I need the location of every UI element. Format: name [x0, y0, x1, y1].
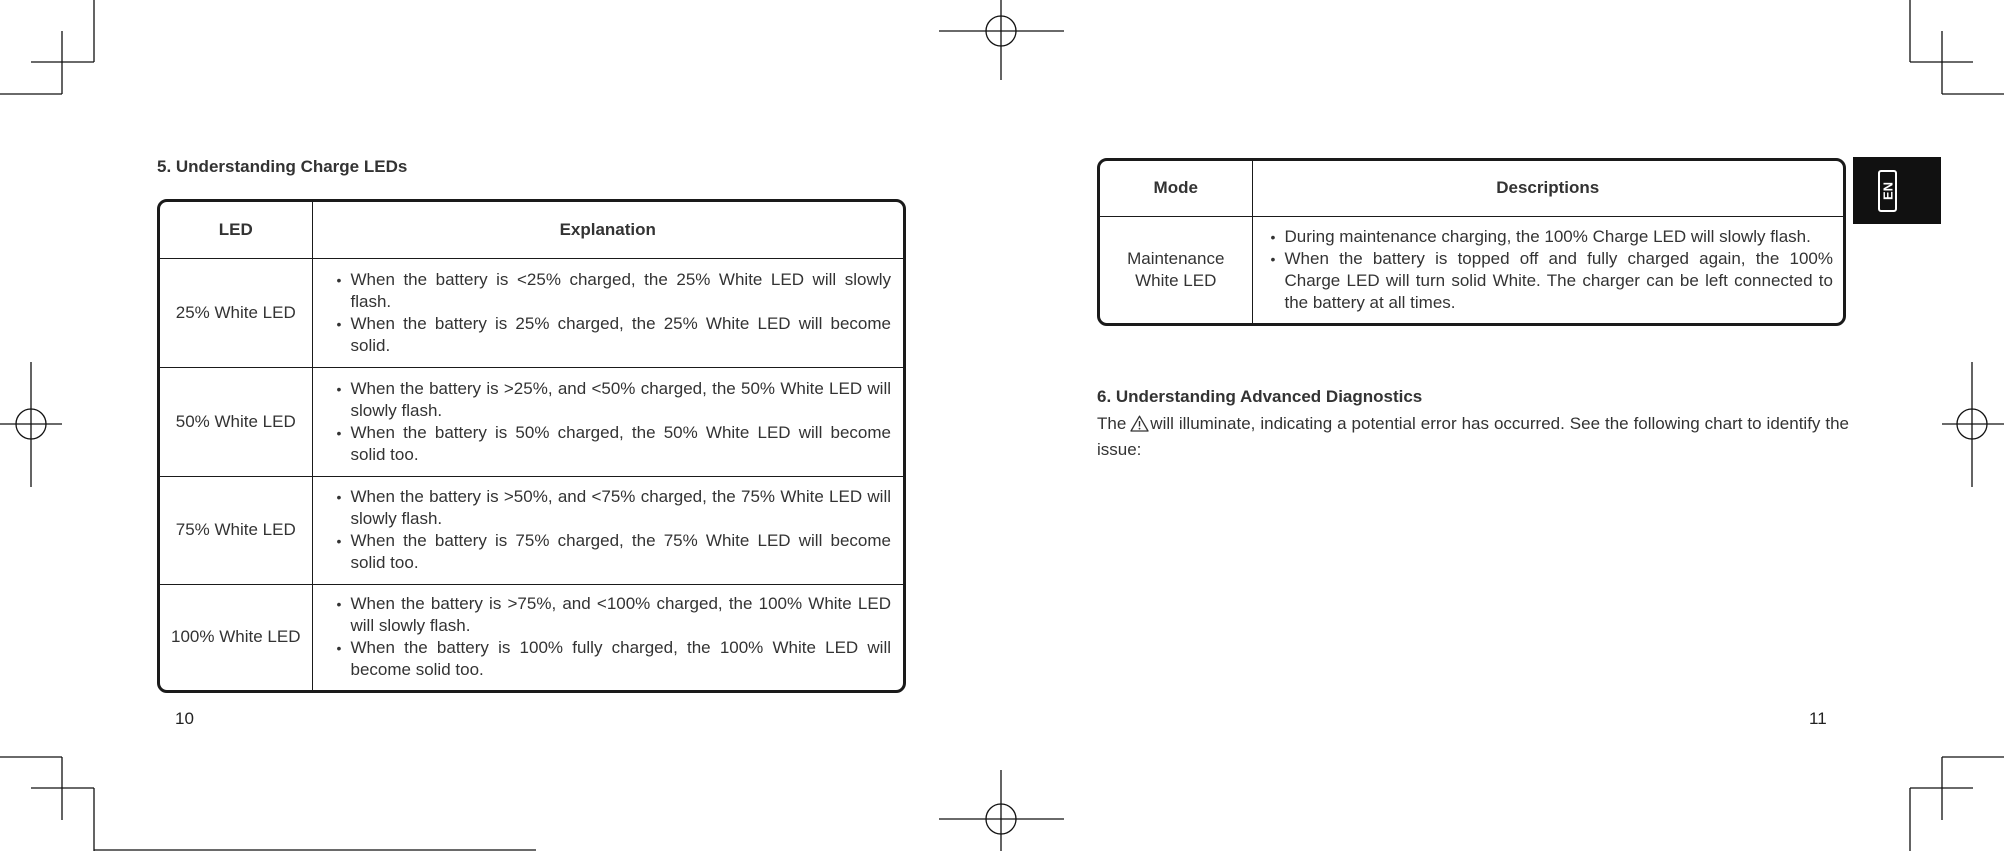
led-cell: 100% White LED [160, 584, 312, 690]
table-row [160, 476, 903, 584]
description-bullet: • During maintenance charging, the 100% Charge LED will slowly flash. [1271, 226, 1834, 248]
language-badge [1878, 170, 1897, 212]
page-number-right: 11 [1809, 709, 1827, 728]
language-label: EN [1880, 181, 1895, 201]
description-cell [1252, 216, 1843, 323]
section-title-diagnostics: 6. Understanding Advanced Diagnostics [1097, 387, 1423, 406]
column-header-descriptions: Descriptions [1252, 161, 1843, 216]
explanation-cell [312, 476, 903, 584]
explanation-bullet: • When the battery is >25%, and <50% charged, the 50% White LED will slowly flash. [337, 378, 892, 422]
language-tab [1853, 157, 1941, 224]
table-row [160, 584, 903, 690]
diagnostics-text-end: will illuminate, indicating a potential error has occurred. See the following chart to identify the issue: [1097, 414, 1849, 459]
diagnostics-text-start: The [1097, 414, 1127, 433]
table-header-row [1100, 161, 1843, 216]
table-row [160, 258, 903, 367]
column-header-explanation: Explanation [312, 202, 903, 258]
charge-led-table [157, 199, 906, 693]
led-cell: 75% White LED [160, 476, 312, 584]
description-bullet: • When the battery is topped off and fully charged again, the 100% Charge LED will turn solid White. The charger can be left connected to the battery at all times. [1271, 248, 1834, 314]
explanation-bullet: • When the battery is >75%, and <100% charged, the 100% White LED will slowly flash. [337, 593, 892, 637]
explanation-cell [312, 584, 903, 690]
warning-triangle-icon [1130, 415, 1149, 438]
led-cell: 25% White LED [160, 258, 312, 367]
explanation-bullet: • When the battery is >50%, and <75% charged, the 75% White LED will slowly flash. [337, 486, 892, 530]
explanation-bullet: • When the battery is 75% charged, the 75% White LED will become solid too. [337, 530, 892, 574]
explanation-bullet: • When the battery is 25% charged, the 25% White LED will become solid. [337, 313, 892, 357]
column-header-mode: Mode [1100, 161, 1252, 216]
mode-cell: Maintenance White LED [1100, 216, 1252, 323]
explanation-cell [312, 367, 903, 476]
diagnostics-paragraph [1097, 412, 1849, 461]
maintenance-mode-table [1097, 158, 1846, 326]
explanation-bullet: • When the battery is 50% charged, the 50% White LED will become solid too. [337, 422, 892, 466]
explanation-cell [312, 258, 903, 367]
led-cell: 50% White LED [160, 367, 312, 476]
explanation-bullet: • When the battery is 100% fully charged, the 100% White LED will become solid too. [337, 637, 892, 681]
column-header-led: LED [160, 202, 312, 258]
table-row [160, 367, 903, 476]
page-number-left: 10 [175, 709, 194, 728]
section-title-charge-leds: 5. Understanding Charge LEDs [157, 157, 408, 176]
table-row [1100, 216, 1843, 323]
table-header-row [160, 202, 903, 258]
explanation-bullet: • When the battery is <25% charged, the 25% White LED will slowly flash. [337, 269, 892, 313]
